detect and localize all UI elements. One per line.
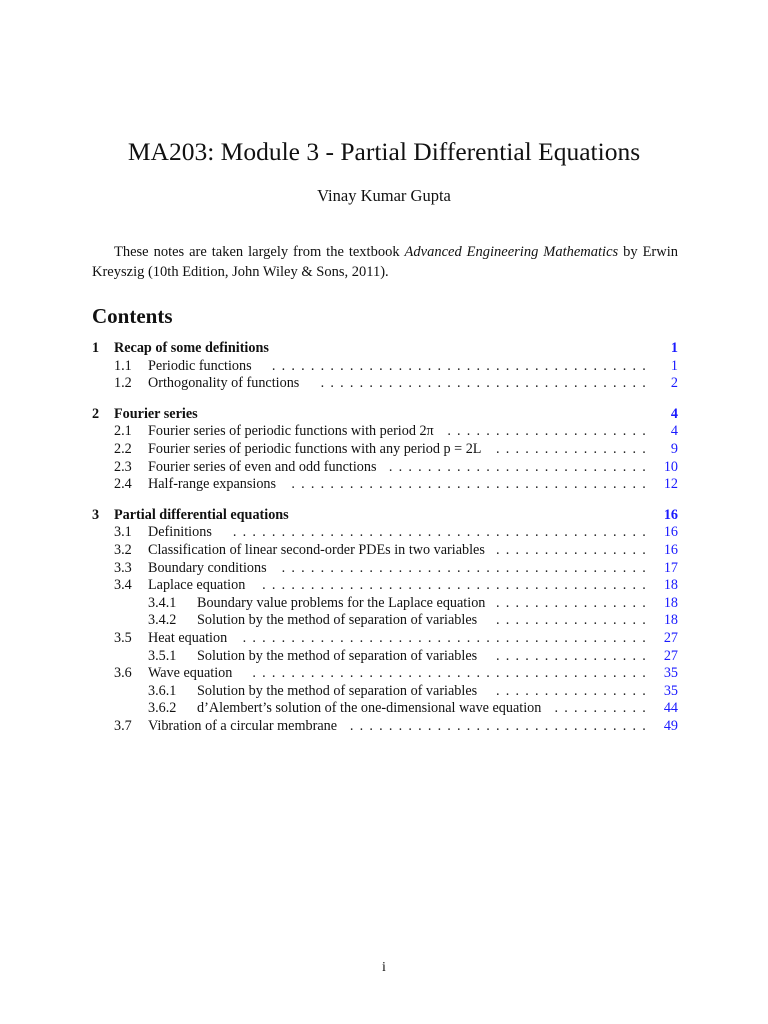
toc-dot-leader: ................ xyxy=(496,647,652,664)
toc-dot-leader: ..................... xyxy=(447,423,652,440)
toc-entry-number: 3.4.1 xyxy=(148,594,177,611)
toc-entry-page-link[interactable]: 27 xyxy=(663,647,678,664)
toc-dot-leader: ................ xyxy=(496,594,652,611)
toc-entry-number: 3.1 xyxy=(114,524,132,541)
toc-entry-page-link[interactable]: 35 xyxy=(663,682,678,699)
toc-entry-page-link[interactable]: 17 xyxy=(663,559,678,576)
toc-entry-number: 3.6.1 xyxy=(148,682,177,699)
toc-entry-title: Half-range expansions xyxy=(148,476,279,494)
toc-entry-page-link[interactable]: 4 xyxy=(670,405,678,422)
toc-entry-page-link[interactable]: 12 xyxy=(663,476,678,493)
toc-entry-section-2[interactable] xyxy=(92,406,678,424)
toc-entry-3-6-1[interactable] xyxy=(92,683,678,701)
toc-entry-number: 2.3 xyxy=(114,458,132,475)
toc-entry-page-link[interactable]: 44 xyxy=(663,700,678,717)
toc-entry-number: 2 xyxy=(92,405,100,422)
toc-entry-title: Classification of linear second-order PDEs in two variables xyxy=(148,542,488,560)
toc-entry-3-2[interactable] xyxy=(92,542,678,560)
toc-entry-3-4-2[interactable] xyxy=(92,612,678,630)
toc-entry-title: Heat equation xyxy=(148,630,230,648)
toc-entry-2-2[interactable] xyxy=(92,441,678,459)
toc-entry-2-3[interactable] xyxy=(92,459,678,477)
toc-dot-leader: ........................... xyxy=(388,458,652,475)
toc-entry-page-link[interactable]: 49 xyxy=(663,717,678,734)
toc-entry-number: 3.7 xyxy=(114,717,132,734)
toc-entry-page-link[interactable]: 18 xyxy=(663,577,678,594)
abstract-text-before: These notes are taken largely from the textbook xyxy=(114,244,405,260)
toc-entry-number: 2.2 xyxy=(114,440,132,457)
toc-dot-leader: .......................................... xyxy=(242,629,652,646)
toc-entry-title: Orthogonality of functions xyxy=(148,375,302,393)
toc-entry-2-4[interactable] xyxy=(92,476,678,494)
toc-entry-page-link[interactable]: 9 xyxy=(670,440,678,457)
toc-entry-title: Vibration of a circular membrane xyxy=(148,718,340,736)
toc-entry-page-link[interactable]: 18 xyxy=(663,612,678,629)
toc-entry-3-4-1[interactable] xyxy=(92,595,678,613)
toc-entry-page-link[interactable]: 2 xyxy=(670,375,678,392)
toc-entry-3-3[interactable] xyxy=(92,560,678,578)
toc-entry-number: 3.4 xyxy=(114,577,132,594)
contents-heading: Contents xyxy=(92,304,173,328)
toc-entry-title: Solution by the method of separation of variables xyxy=(197,683,480,701)
toc-entry-number: 1.2 xyxy=(114,375,132,392)
toc-entry-title: Fourier series of even and odd functions xyxy=(148,459,380,477)
toc-entry-number: 1 xyxy=(92,340,100,356)
toc-dot-leader: .......... xyxy=(554,700,652,717)
toc-entry-page-link[interactable]: 18 xyxy=(663,594,678,611)
toc-entry-page-link[interactable]: 16 xyxy=(663,524,678,541)
document-author: Vinay Kumar Gupta xyxy=(317,186,451,205)
toc-dot-leader: ................ xyxy=(496,682,652,699)
toc-entry-title: d’Alembert’s solution of the one-dimensional wave equation xyxy=(197,700,544,718)
toc-dot-leader: ........................................ xyxy=(262,577,652,594)
toc-entry-number: 3 xyxy=(92,506,100,523)
toc-entry-number: 2.4 xyxy=(114,476,132,493)
toc-entry-number: 1.1 xyxy=(114,357,132,374)
toc-entry-title: Boundary conditions xyxy=(148,560,270,578)
toc-entry-number: 3.5 xyxy=(114,629,132,646)
toc-entry-number: 3.3 xyxy=(114,559,132,576)
toc-entry-title: Recap of some definitions xyxy=(114,340,272,358)
toc-entry-page-link[interactable]: 10 xyxy=(663,458,678,475)
toc-entry-page-link[interactable]: 1 xyxy=(670,357,678,374)
toc-entry-3-6[interactable] xyxy=(92,665,678,683)
toc-entry-number: 3.6 xyxy=(114,665,132,682)
page-number: i xyxy=(382,960,386,975)
toc-entry-page-link[interactable]: 16 xyxy=(663,506,678,523)
table-of-contents xyxy=(92,340,678,735)
document-title: MA203: Module 3 - Partial Differential Equations xyxy=(127,137,641,166)
toc-dot-leader: ................ xyxy=(496,541,652,558)
abstract-paragraph xyxy=(92,242,678,282)
toc-entry-title: Fourier series of periodic functions with period 2π xyxy=(148,423,437,441)
toc-entry-page-link[interactable]: 4 xyxy=(670,423,678,440)
toc-entry-3-5-1[interactable] xyxy=(92,648,678,666)
toc-dot-leader: ...................................... xyxy=(281,559,652,576)
toc-dot-leader: ....................................... xyxy=(271,357,652,374)
toc-entry-number: 3.5.1 xyxy=(148,647,177,664)
toc-entry-3-1[interactable] xyxy=(92,524,678,542)
toc-dot-leader: ..................................... xyxy=(291,476,652,493)
toc-entry-page-link[interactable]: 27 xyxy=(663,629,678,646)
toc-entry-number: 2.1 xyxy=(114,423,132,440)
toc-dot-leader: ........................................... xyxy=(232,524,652,541)
toc-entry-title: Definitions xyxy=(148,524,215,542)
toc-entry-page-link[interactable]: 16 xyxy=(663,541,678,558)
toc-entry-title: Fourier series of periodic functions with any period p = 2L xyxy=(148,441,484,459)
toc-entry-2-1[interactable] xyxy=(92,423,678,441)
toc-dot-leader: ................ xyxy=(496,440,652,457)
toc-entry-section-1[interactable] xyxy=(92,340,678,358)
toc-entry-title: Fourier series xyxy=(114,406,201,424)
abstract-book-title: Advanced Engineering Mathematics xyxy=(404,244,619,260)
toc-dot-leader: .................................. xyxy=(320,375,652,392)
toc-entry-3-5[interactable] xyxy=(92,630,678,648)
toc-dot-leader: ......................................... xyxy=(252,665,652,682)
toc-entry-title: Periodic functions xyxy=(148,358,255,376)
toc-entry-page-link[interactable]: 1 xyxy=(670,340,678,356)
toc-entry-title: Solution by the method of separation of variables xyxy=(197,648,480,666)
toc-entry-number: 3.2 xyxy=(114,541,132,558)
toc-entry-title: Wave equation xyxy=(148,665,235,683)
toc-entry-title: Partial differential equations xyxy=(114,507,292,525)
abstract-text-after: by Erwin Kreyszig (10th Edition, John Wiley & Sons, 2011). xyxy=(92,244,678,280)
toc-entry-page-link[interactable]: 35 xyxy=(663,665,678,682)
toc-entry-number: 3.6.2 xyxy=(148,700,177,717)
toc-entry-title: Laplace equation xyxy=(148,577,248,595)
toc-entry-title: Boundary value problems for the Laplace equation xyxy=(197,595,488,613)
toc-entry-3-7[interactable] xyxy=(92,718,678,736)
toc-entry-number: 3.4.2 xyxy=(148,612,177,629)
toc-entry-3-6-2[interactable] xyxy=(92,700,678,718)
toc-entry-3-4[interactable] xyxy=(92,577,678,595)
toc-entry-title: Solution by the method of separation of variables xyxy=(197,612,480,630)
toc-dot-leader: ............................... xyxy=(349,717,652,734)
toc-dot-leader: ................ xyxy=(496,612,652,629)
toc-entry-section-3[interactable] xyxy=(92,507,678,525)
toc-entry-1-1[interactable] xyxy=(92,358,678,376)
toc-entry-1-2[interactable] xyxy=(92,375,678,393)
